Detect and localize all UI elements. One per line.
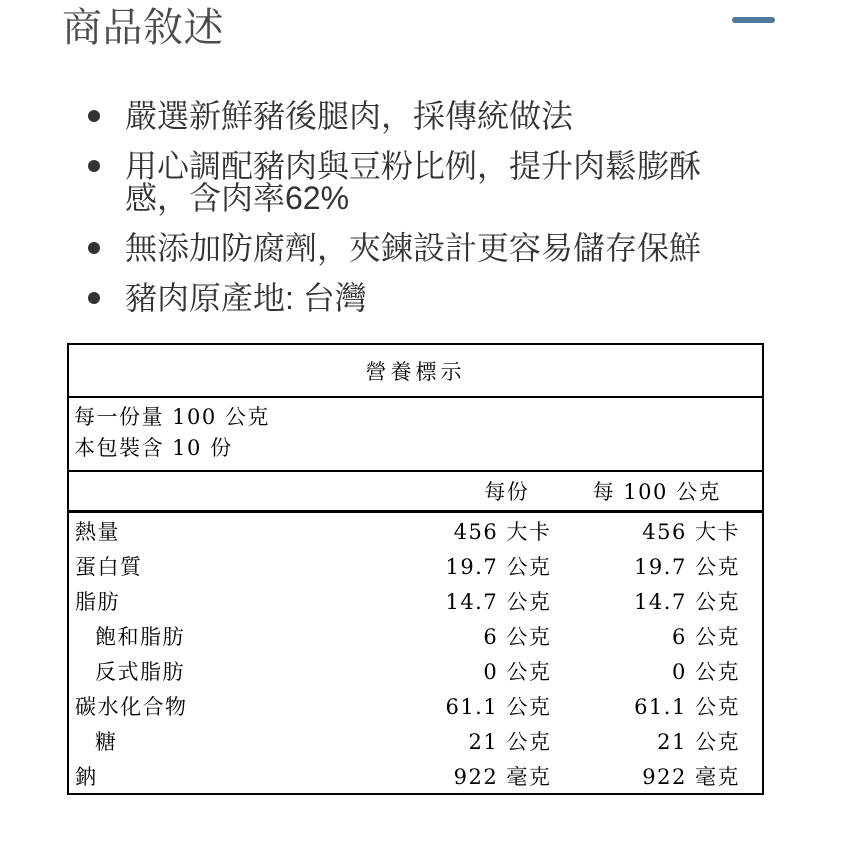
list-item — [88, 282, 712, 314]
per-100g-value: 61.1 公克 — [634, 694, 740, 719]
per-serving-value: 6 公克 — [483, 624, 552, 649]
list-item — [88, 100, 712, 132]
bullet-icon — [88, 160, 100, 172]
bullet-text: 豬肉原產地: 台灣 — [125, 280, 367, 316]
per-serving-value: 922 毫克 — [453, 764, 552, 789]
bullet-text: 嚴選新鮮豬後腿肉，採傳統做法 — [125, 98, 574, 134]
per-100g-value: 0 公克 — [671, 659, 740, 684]
nutrient-label: 蛋白質 — [75, 554, 143, 579]
serving-info-cell — [68, 397, 763, 471]
per-100g-value: 19.7 公克 — [634, 554, 740, 579]
servings-per-package-text: 本包裝含 10 份 — [74, 436, 233, 460]
bullet-text: 用心調配豬肉與豆粉比例，提升肉鬆膨酥感，含肉率62% — [125, 148, 702, 216]
per-100g-value: 14.7 公克 — [634, 589, 740, 614]
bullet-text: 無添加防腐劑，夾鍊設計更容易儲存保鮮 — [125, 230, 702, 266]
empty-header-cell — [68, 471, 387, 512]
per-serving-column-header: 每份 — [387, 471, 559, 512]
nutrition-table — [67, 343, 764, 795]
per-serving-value: 61.1 公克 — [445, 694, 552, 719]
table-row — [68, 723, 763, 758]
per-serving-value: 456 大卡 — [453, 519, 552, 544]
per-serving-value: 14.7 公克 — [445, 589, 552, 614]
bullet-icon — [88, 242, 100, 254]
table-row — [68, 688, 763, 723]
per-100g-value: 922 毫克 — [642, 764, 740, 789]
nutrient-label: 脂肪 — [75, 589, 120, 614]
list-item — [88, 150, 712, 214]
nutrient-label: 鈉 — [75, 764, 98, 789]
serving-info-row — [68, 397, 763, 471]
table-row — [68, 512, 763, 549]
collapse-section-button[interactable] — [730, 11, 777, 29]
page-title: 商品敘述 — [62, 6, 224, 50]
nutrient-label: 熱量 — [75, 519, 120, 544]
table-row — [68, 758, 763, 794]
column-header-row — [68, 471, 763, 512]
per-serving-value: 19.7 公克 — [445, 554, 552, 579]
table-row — [68, 548, 763, 583]
table-row — [68, 583, 763, 618]
list-item — [88, 232, 712, 264]
per-100g-value: 456 大卡 — [642, 519, 740, 544]
nutrition-title-row — [68, 344, 763, 397]
per-serving-value: 0 公克 — [483, 659, 552, 684]
section-header — [62, 6, 777, 50]
nutrient-label: 飽和脂肪 — [95, 624, 185, 649]
nutrient-label: 糖 — [95, 729, 118, 754]
nutrition-rows — [68, 512, 763, 795]
nutrient-label: 反式脂肪 — [95, 659, 185, 684]
per-100g-column-header: 每 100 公克 — [559, 471, 763, 512]
table-row — [68, 653, 763, 688]
minus-icon — [732, 17, 775, 23]
nutrition-table-title: 營養標示 — [68, 344, 763, 397]
per-100g-value: 21 公克 — [657, 729, 740, 754]
product-bullet-list — [88, 100, 712, 332]
bullet-icon — [88, 110, 100, 122]
serving-size-text: 每一份量 100 公克 — [74, 405, 270, 429]
per-serving-value: 21 公克 — [468, 729, 552, 754]
nutrient-label: 碳水化合物 — [75, 694, 188, 719]
table-row — [68, 618, 763, 653]
bullet-icon — [88, 292, 100, 304]
per-100g-value: 6 公克 — [671, 624, 740, 649]
